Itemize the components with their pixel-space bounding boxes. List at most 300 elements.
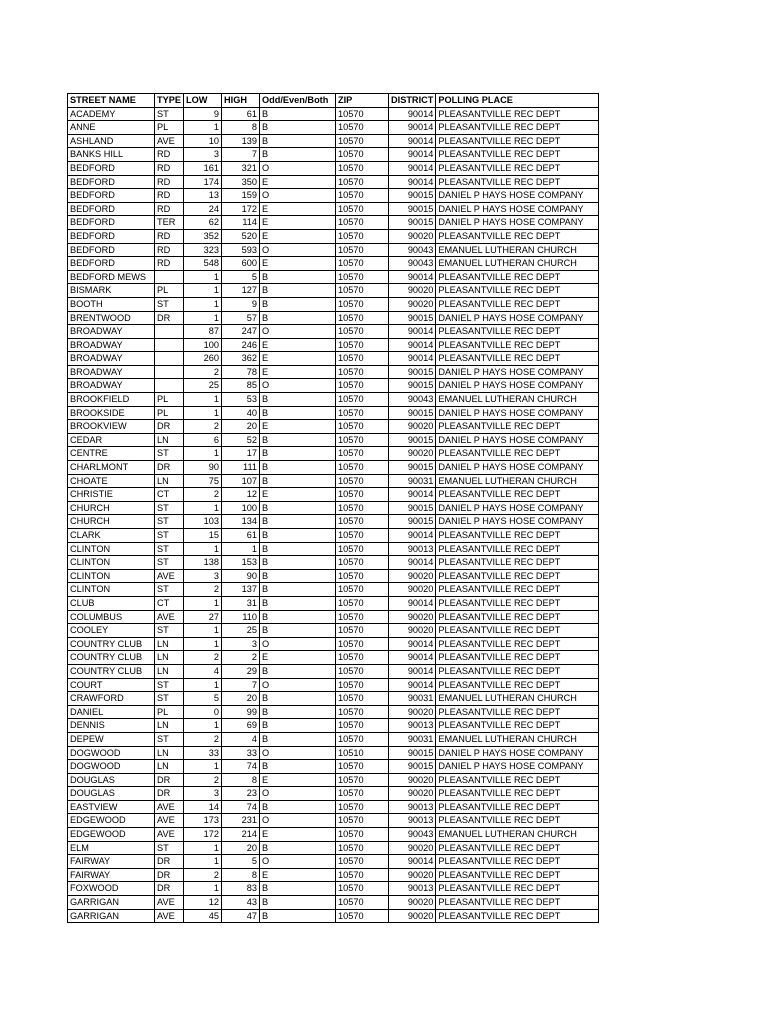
table-row	[68, 732, 599, 746]
district-cell: 90014	[389, 352, 436, 366]
low-cell: 14	[184, 800, 222, 814]
polling-place-cell: DANIEL P HAYS HOSE COMPANY	[436, 515, 599, 529]
polling-place-cell: DANIEL P HAYS HOSE COMPANY	[436, 406, 599, 420]
district-cell: 90014	[389, 596, 436, 610]
low-cell: 27	[184, 610, 222, 624]
polling-place-cell: DANIEL P HAYS HOSE COMPANY	[436, 379, 599, 393]
odd-even-both-cell: O	[260, 243, 336, 257]
polling-place-cell: PLEASANTVILLE REC DEPT	[436, 338, 599, 352]
type-cell: AVE	[155, 814, 184, 828]
street-name-cell: BEDFORD	[68, 202, 155, 216]
street-name-cell: COUNTRY CLUB	[68, 664, 155, 678]
high-cell: 520	[222, 229, 260, 243]
odd-even-both-cell: B	[260, 284, 336, 298]
odd-even-both-cell: E	[260, 202, 336, 216]
odd-even-both-cell: B	[260, 583, 336, 597]
zip-cell: 10570	[336, 461, 389, 475]
high-cell: 3	[222, 637, 260, 651]
odd-even-both-cell: B	[260, 134, 336, 148]
odd-even-both-cell: B	[260, 596, 336, 610]
high-cell: 246	[222, 338, 260, 352]
low-cell: 174	[184, 175, 222, 189]
district-cell: 90020	[389, 868, 436, 882]
polling-place-cell: PLEASANTVILLE REC DEPT	[436, 175, 599, 189]
type-cell: DR	[155, 868, 184, 882]
low-cell: 323	[184, 243, 222, 257]
odd-even-both-cell: E	[260, 420, 336, 434]
district-cell: 90015	[389, 461, 436, 475]
odd-even-both-cell: E	[260, 828, 336, 842]
odd-even-both-cell: E	[260, 257, 336, 271]
zip-cell: 10570	[336, 447, 389, 461]
type-cell: ST	[155, 624, 184, 638]
odd-even-both-cell: B	[260, 461, 336, 475]
zip-cell: 10570	[336, 134, 389, 148]
col-header-type: TYPE	[155, 94, 184, 108]
odd-even-both-cell: B	[260, 270, 336, 284]
zip-cell: 10570	[336, 474, 389, 488]
zip-cell: 10570	[336, 406, 389, 420]
district-cell: 90020	[389, 705, 436, 719]
district-cell: 90020	[389, 297, 436, 311]
polling-place-cell: PLEASANTVILLE REC DEPT	[436, 664, 599, 678]
low-cell: 25	[184, 379, 222, 393]
street-name-cell: BEDFORD	[68, 257, 155, 271]
district-cell: 90014	[389, 678, 436, 692]
table-row	[68, 379, 599, 393]
street-name-cell: CLUB	[68, 596, 155, 610]
high-cell: 593	[222, 243, 260, 257]
polling-place-cell: PLEASANTVILLE REC DEPT	[436, 596, 599, 610]
polling-place-cell: PLEASANTVILLE REC DEPT	[436, 719, 599, 733]
street-name-cell: DANIEL	[68, 705, 155, 719]
table-row	[68, 529, 599, 543]
type-cell: LN	[155, 664, 184, 678]
table-row	[68, 406, 599, 420]
street-name-cell: CHURCH	[68, 501, 155, 515]
polling-place-cell: PLEASANTVILLE REC DEPT	[436, 637, 599, 651]
zip-cell: 10570	[336, 148, 389, 162]
table-row	[68, 841, 599, 855]
low-cell: 9	[184, 107, 222, 121]
district-cell: 90020	[389, 610, 436, 624]
table-row	[68, 420, 599, 434]
odd-even-both-cell: B	[260, 705, 336, 719]
odd-even-both-cell: E	[260, 868, 336, 882]
odd-even-both-cell: O	[260, 746, 336, 760]
odd-even-both-cell: B	[260, 841, 336, 855]
table-row	[68, 257, 599, 271]
polling-place-cell: PLEASANTVILLE REC DEPT	[436, 352, 599, 366]
table-row	[68, 569, 599, 583]
street-name-cell: CHRISTIE	[68, 488, 155, 502]
street-name-cell: DOGWOOD	[68, 760, 155, 774]
district-cell: 90043	[389, 393, 436, 407]
table-row	[68, 637, 599, 651]
type-cell: LN	[155, 474, 184, 488]
polling-place-cell: PLEASANTVILLE REC DEPT	[436, 529, 599, 543]
odd-even-both-cell: B	[260, 664, 336, 678]
district-cell: 90015	[389, 379, 436, 393]
street-name-cell: DENNIS	[68, 719, 155, 733]
table-row	[68, 461, 599, 475]
street-name-cell: BEDFORD	[68, 216, 155, 230]
street-name-cell: DOUGLAS	[68, 787, 155, 801]
district-cell: 90014	[389, 664, 436, 678]
low-cell: 352	[184, 229, 222, 243]
table-row	[68, 229, 599, 243]
high-cell: 52	[222, 433, 260, 447]
odd-even-both-cell: B	[260, 542, 336, 556]
street-name-cell: EDGEWOOD	[68, 814, 155, 828]
table-row	[68, 121, 599, 135]
table-row	[68, 664, 599, 678]
high-cell: 5	[222, 855, 260, 869]
district-cell: 90015	[389, 760, 436, 774]
high-cell: 2	[222, 651, 260, 665]
zip-cell: 10570	[336, 828, 389, 842]
type-cell	[155, 365, 184, 379]
table-row	[68, 556, 599, 570]
street-name-cell: CLINTON	[68, 583, 155, 597]
table-row	[68, 501, 599, 515]
low-cell: 2	[184, 420, 222, 434]
district-cell: 90014	[389, 270, 436, 284]
high-cell: 74	[222, 800, 260, 814]
high-cell: 20	[222, 420, 260, 434]
district-cell: 90031	[389, 692, 436, 706]
zip-cell: 10570	[336, 433, 389, 447]
high-cell: 231	[222, 814, 260, 828]
high-cell: 247	[222, 325, 260, 339]
table-row	[68, 814, 599, 828]
high-cell: 85	[222, 379, 260, 393]
odd-even-both-cell: B	[260, 692, 336, 706]
street-name-cell: FOXWOOD	[68, 882, 155, 896]
zip-cell: 10570	[336, 216, 389, 230]
table-row	[68, 624, 599, 638]
table-row	[68, 773, 599, 787]
street-name-cell: BEDFORD	[68, 175, 155, 189]
high-cell: 40	[222, 406, 260, 420]
type-cell: RD	[155, 229, 184, 243]
street-name-cell: BROOKFIELD	[68, 393, 155, 407]
polling-place-cell: PLEASANTVILLE REC DEPT	[436, 556, 599, 570]
polling-place-cell: PLEASANTVILLE REC DEPT	[436, 569, 599, 583]
high-cell: 153	[222, 556, 260, 570]
polling-place-cell: PLEASANTVILLE REC DEPT	[436, 814, 599, 828]
table-row	[68, 800, 599, 814]
low-cell: 33	[184, 746, 222, 760]
zip-cell: 10570	[336, 189, 389, 203]
table-row	[68, 107, 599, 121]
high-cell: 29	[222, 664, 260, 678]
type-cell: DR	[155, 420, 184, 434]
polling-place-cell: PLEASANTVILLE REC DEPT	[436, 229, 599, 243]
low-cell: 1	[184, 297, 222, 311]
street-name-cell: DEPEW	[68, 732, 155, 746]
polling-place-cell: PLEASANTVILLE REC DEPT	[436, 610, 599, 624]
high-cell: 12	[222, 488, 260, 502]
odd-even-both-cell: E	[260, 488, 336, 502]
type-cell: RD	[155, 243, 184, 257]
street-name-cell: FAIRWAY	[68, 855, 155, 869]
low-cell: 1	[184, 624, 222, 638]
table-row	[68, 542, 599, 556]
polling-place-cell: DANIEL P HAYS HOSE COMPANY	[436, 216, 599, 230]
low-cell: 161	[184, 161, 222, 175]
high-cell: 214	[222, 828, 260, 842]
odd-even-both-cell: B	[260, 624, 336, 638]
type-cell: DR	[155, 311, 184, 325]
type-cell: DR	[155, 773, 184, 787]
table-row	[68, 284, 599, 298]
table-row	[68, 352, 599, 366]
street-name-cell: COURT	[68, 678, 155, 692]
zip-cell: 10570	[336, 107, 389, 121]
district-cell: 90015	[389, 501, 436, 515]
zip-cell: 10570	[336, 284, 389, 298]
district-cell: 90014	[389, 488, 436, 502]
polling-place-cell: PLEASANTVILLE REC DEPT	[436, 121, 599, 135]
district-cell: 90020	[389, 896, 436, 910]
street-name-cell: GARRIGAN	[68, 909, 155, 923]
type-cell: DR	[155, 461, 184, 475]
street-name-cell: DOGWOOD	[68, 746, 155, 760]
zip-cell: 10570	[336, 161, 389, 175]
low-cell: 75	[184, 474, 222, 488]
table-row	[68, 216, 599, 230]
district-cell: 90020	[389, 420, 436, 434]
table-row	[68, 134, 599, 148]
odd-even-both-cell: E	[260, 229, 336, 243]
polling-place-cell: DANIEL P HAYS HOSE COMPANY	[436, 365, 599, 379]
odd-even-both-cell: O	[260, 161, 336, 175]
polling-place-cell: PLEASANTVILLE REC DEPT	[436, 488, 599, 502]
high-cell: 47	[222, 909, 260, 923]
polling-place-cell: EMANUEL LUTHERAN CHURCH	[436, 828, 599, 842]
type-cell: ST	[155, 447, 184, 461]
zip-cell: 10570	[336, 583, 389, 597]
polling-place-cell: PLEASANTVILLE REC DEPT	[436, 325, 599, 339]
zip-cell: 10570	[336, 352, 389, 366]
odd-even-both-cell: O	[260, 189, 336, 203]
street-district-table	[67, 93, 599, 923]
zip-cell: 10570	[336, 243, 389, 257]
district-cell: 90014	[389, 637, 436, 651]
high-cell: 159	[222, 189, 260, 203]
type-cell: RD	[155, 175, 184, 189]
table-row	[68, 515, 599, 529]
type-cell: ST	[155, 556, 184, 570]
street-name-cell: BROOKSIDE	[68, 406, 155, 420]
district-cell: 90020	[389, 787, 436, 801]
type-cell: AVE	[155, 828, 184, 842]
zip-cell: 10570	[336, 719, 389, 733]
zip-cell: 10570	[336, 841, 389, 855]
high-cell: 8	[222, 868, 260, 882]
type-cell: ST	[155, 515, 184, 529]
zip-cell: 10570	[336, 501, 389, 515]
odd-even-both-cell: B	[260, 732, 336, 746]
low-cell: 2	[184, 868, 222, 882]
polling-place-cell: PLEASANTVILLE REC DEPT	[436, 270, 599, 284]
col-header-low: LOW	[184, 94, 222, 108]
polling-place-cell: PLEASANTVILLE REC DEPT	[436, 678, 599, 692]
polling-place-cell: DANIEL P HAYS HOSE COMPANY	[436, 189, 599, 203]
table-row	[68, 909, 599, 923]
odd-even-both-cell: O	[260, 855, 336, 869]
low-cell: 1	[184, 393, 222, 407]
low-cell: 1	[184, 678, 222, 692]
polling-place-cell: DANIEL P HAYS HOSE COMPANY	[436, 760, 599, 774]
street-name-cell: COOLEY	[68, 624, 155, 638]
district-cell: 90014	[389, 651, 436, 665]
polling-place-cell: DANIEL P HAYS HOSE COMPANY	[436, 433, 599, 447]
district-cell: 90020	[389, 583, 436, 597]
zip-cell: 10570	[336, 651, 389, 665]
zip-cell: 10570	[336, 787, 389, 801]
odd-even-both-cell: E	[260, 216, 336, 230]
high-cell: 1	[222, 542, 260, 556]
table-row	[68, 270, 599, 284]
low-cell: 1	[184, 637, 222, 651]
table-row	[68, 719, 599, 733]
type-cell: PL	[155, 284, 184, 298]
high-cell: 61	[222, 107, 260, 121]
low-cell: 548	[184, 257, 222, 271]
polling-place-cell: DANIEL P HAYS HOSE COMPANY	[436, 311, 599, 325]
table-row	[68, 202, 599, 216]
zip-cell: 10570	[336, 773, 389, 787]
district-cell: 90043	[389, 243, 436, 257]
type-cell: ST	[155, 692, 184, 706]
street-name-cell: BANKS HILL	[68, 148, 155, 162]
zip-cell: 10570	[336, 760, 389, 774]
type-cell	[155, 352, 184, 366]
high-cell: 100	[222, 501, 260, 515]
zip-cell: 10570	[336, 121, 389, 135]
type-cell: LN	[155, 651, 184, 665]
high-cell: 134	[222, 515, 260, 529]
col-header-odd-even-both: Odd/Even/Both	[260, 94, 336, 108]
street-name-cell: CLINTON	[68, 569, 155, 583]
low-cell: 6	[184, 433, 222, 447]
street-name-cell: CRAWFORD	[68, 692, 155, 706]
high-cell: 90	[222, 569, 260, 583]
polling-place-cell: PLEASANTVILLE REC DEPT	[436, 651, 599, 665]
zip-cell: 10570	[336, 569, 389, 583]
street-name-cell: BEDFORD MEWS	[68, 270, 155, 284]
district-cell: 90013	[389, 814, 436, 828]
type-cell: TER	[155, 216, 184, 230]
type-cell	[155, 270, 184, 284]
table-row	[68, 896, 599, 910]
district-cell: 90043	[389, 828, 436, 842]
type-cell: AVE	[155, 896, 184, 910]
district-cell: 90013	[389, 719, 436, 733]
table-row	[68, 433, 599, 447]
zip-cell: 10570	[336, 896, 389, 910]
street-name-cell: BROADWAY	[68, 379, 155, 393]
polling-place-cell: PLEASANTVILLE REC DEPT	[436, 284, 599, 298]
type-cell: AVE	[155, 134, 184, 148]
low-cell: 13	[184, 189, 222, 203]
odd-even-both-cell: B	[260, 569, 336, 583]
low-cell: 4	[184, 664, 222, 678]
table-row	[68, 447, 599, 461]
odd-even-both-cell: B	[260, 610, 336, 624]
polling-place-cell: PLEASANTVILLE REC DEPT	[436, 447, 599, 461]
low-cell: 1	[184, 270, 222, 284]
zip-cell: 10570	[336, 596, 389, 610]
low-cell: 15	[184, 529, 222, 543]
high-cell: 20	[222, 841, 260, 855]
zip-cell: 10570	[336, 420, 389, 434]
odd-even-both-cell: B	[260, 909, 336, 923]
low-cell: 138	[184, 556, 222, 570]
zip-cell: 10570	[336, 800, 389, 814]
polling-place-cell: PLEASANTVILLE REC DEPT	[436, 161, 599, 175]
zip-cell: 10570	[336, 664, 389, 678]
low-cell: 172	[184, 828, 222, 842]
district-cell: 90015	[389, 515, 436, 529]
district-cell: 90014	[389, 325, 436, 339]
type-cell: AVE	[155, 800, 184, 814]
odd-even-both-cell: B	[260, 896, 336, 910]
street-name-cell: GARRIGAN	[68, 896, 155, 910]
street-name-cell: ASHLAND	[68, 134, 155, 148]
table-row	[68, 882, 599, 896]
type-cell: ST	[155, 732, 184, 746]
type-cell: DR	[155, 882, 184, 896]
district-cell: 90013	[389, 542, 436, 556]
odd-even-both-cell: B	[260, 107, 336, 121]
type-cell: PL	[155, 121, 184, 135]
high-cell: 23	[222, 787, 260, 801]
type-cell: PL	[155, 393, 184, 407]
low-cell: 0	[184, 705, 222, 719]
odd-even-both-cell: B	[260, 501, 336, 515]
polling-place-cell: PLEASANTVILLE REC DEPT	[436, 909, 599, 923]
type-cell: RD	[155, 202, 184, 216]
high-cell: 350	[222, 175, 260, 189]
table-row	[68, 488, 599, 502]
table-row	[68, 828, 599, 842]
table-row	[68, 651, 599, 665]
street-name-cell: EASTVIEW	[68, 800, 155, 814]
odd-even-both-cell: E	[260, 651, 336, 665]
street-name-cell: CLINTON	[68, 542, 155, 556]
street-name-cell: BROADWAY	[68, 325, 155, 339]
street-name-cell: BOOTH	[68, 297, 155, 311]
polling-place-cell: PLEASANTVILLE REC DEPT	[436, 420, 599, 434]
polling-place-cell: PLEASANTVILLE REC DEPT	[436, 107, 599, 121]
street-name-cell: BEDFORD	[68, 189, 155, 203]
high-cell: 61	[222, 529, 260, 543]
odd-even-both-cell: B	[260, 719, 336, 733]
polling-place-cell: PLEASANTVILLE REC DEPT	[436, 297, 599, 311]
type-cell: AVE	[155, 909, 184, 923]
street-name-cell: BEDFORD	[68, 161, 155, 175]
district-cell: 90014	[389, 556, 436, 570]
low-cell: 12	[184, 896, 222, 910]
district-cell: 90014	[389, 855, 436, 869]
district-cell: 90020	[389, 624, 436, 638]
type-cell: CT	[155, 488, 184, 502]
odd-even-both-cell: B	[260, 556, 336, 570]
table-row	[68, 678, 599, 692]
